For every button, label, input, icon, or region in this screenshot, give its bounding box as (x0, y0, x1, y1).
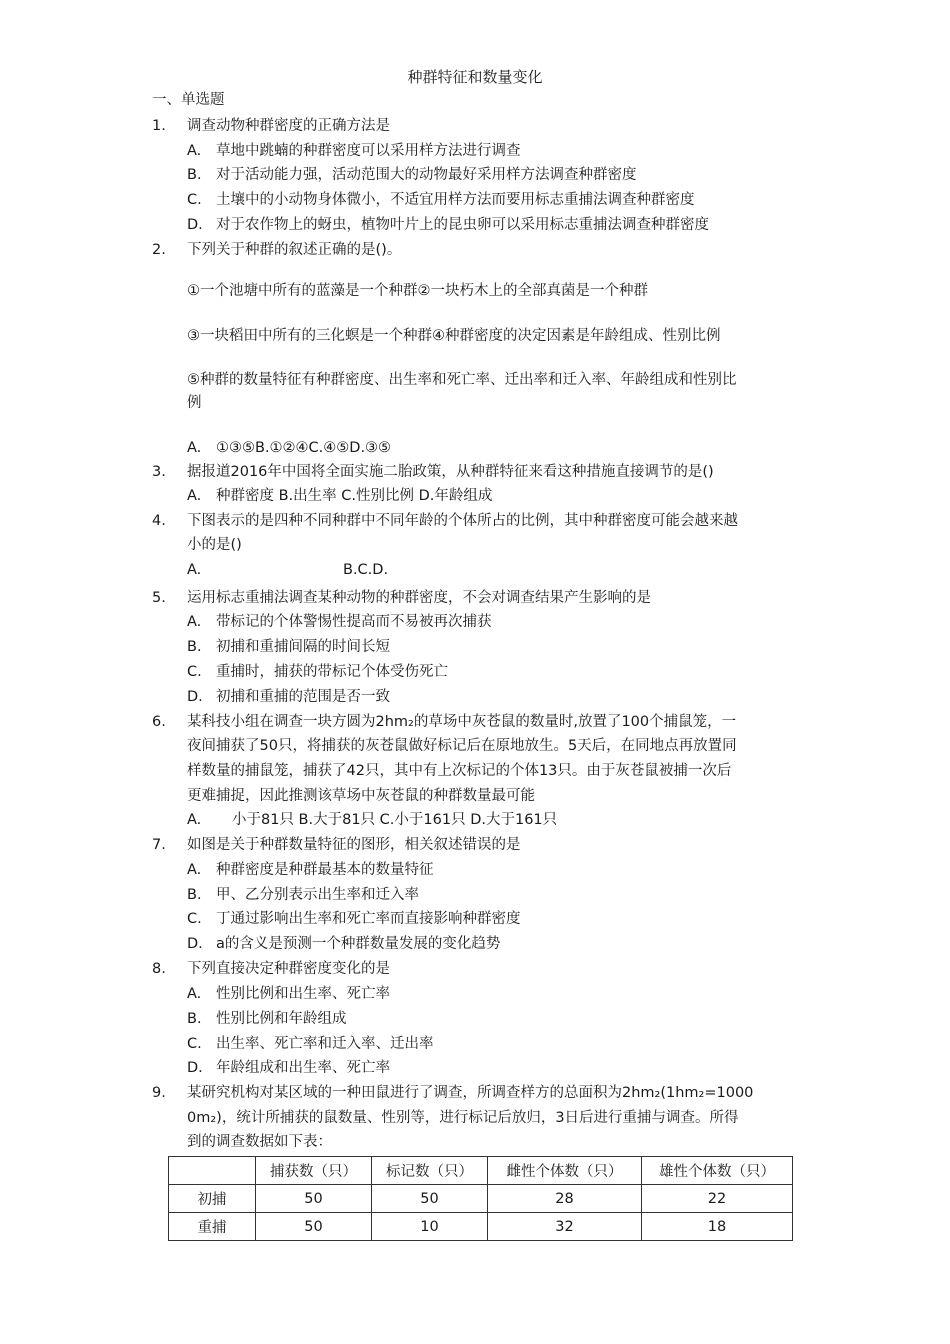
option-letter: D. (187, 936, 203, 952)
question-stem: 调查动物种群密度的正确方法是 (187, 118, 390, 134)
table-header-row (169, 1157, 793, 1185)
option-text: a的含义是预测一个种群数量发展的变化趋势 (216, 936, 501, 952)
question-stem: 某科技小组在调查一块方圆为2hm₂的草场中灰苍鼠的数量时,放置了100个捕鼠笼，一 (187, 714, 737, 730)
option-letter: C. (187, 192, 202, 208)
question-stem: 更难捕捉，因此推测该草场中灰苍鼠的种群数量最可能 (187, 788, 535, 804)
option-letter: B. (187, 167, 202, 183)
table-row (169, 1213, 793, 1241)
table-cell: 50 (256, 1213, 372, 1241)
question-number: 2. (152, 242, 166, 258)
option-letter: A. (187, 143, 202, 159)
option-text: 出生率、死亡率和迁入率、迁出率 (216, 1036, 434, 1052)
statement-line: ①一个池塘中所有的蓝藻是一个种群②一块朽木上的全部真菌是一个种群 (187, 283, 648, 299)
answer-options: 种群密度 B.出生率 C.性别比例 D.年龄组成 (216, 488, 493, 504)
option-text: 甲、乙分别表示出生率和迁入率 (216, 887, 419, 903)
question-stem: 到的调查数据如下表： (187, 1134, 332, 1150)
option-text: 带标记的个体警惕性提高而不易被再次捕获 (216, 614, 492, 630)
statement-line: 例 (187, 395, 202, 411)
option-letter: A. (187, 562, 202, 578)
question-stem: 某研究机构对某区域的一种田鼠进行了调查，所调查样方的总面积为2hm₂(1hm₂=1000 (187, 1085, 754, 1101)
option-letter: A. (187, 862, 202, 878)
answer-options: B.C.D. (343, 562, 389, 578)
question-stem: 据报道2016年中国将全面实施二胎政策，从种群特征来看这种措施直接调节的是() (187, 464, 714, 480)
question-number: 9. (152, 1085, 166, 1101)
answer-options: ①③⑤B.①②④C.④⑤D.③⑤ (216, 440, 392, 456)
section-heading: 一、单选题 (152, 92, 225, 108)
option-text: 初捕和重捕间隔的时间长短 (216, 639, 390, 655)
option-letter: C. (187, 664, 202, 680)
option-text: 重捕时，捕获的带标记个体受伤死亡 (216, 664, 448, 680)
page-title: 种群特征和数量变化 (407, 68, 543, 86)
option-text: 草地中跳蝻的种群密度可以采用样方法进行调查 (216, 143, 521, 159)
option-letter: A. (187, 812, 202, 828)
question-number: 3. (152, 464, 166, 480)
table-cell: 10 (372, 1213, 488, 1241)
option-text: 初捕和重捕的范围是否一致 (216, 689, 390, 705)
question-stem: 下列关于种群的叙述正确的是()。 (187, 242, 402, 258)
option-text: 土壤中的小动物身体微小，不适宜用样方法而要用标志重捕法调查种群密度 (216, 192, 695, 208)
table-cell: 32 (488, 1213, 642, 1241)
table-cell: 初捕 (169, 1185, 256, 1213)
table-cell: 28 (488, 1185, 642, 1213)
option-letter: D. (187, 217, 203, 233)
option-letter: A. (187, 488, 202, 504)
table-header-cell: 标记数（只） (372, 1157, 488, 1185)
option-text: 种群密度是种群最基本的数量特征 (216, 862, 434, 878)
option-text: 性别比例和出生率、死亡率 (216, 986, 390, 1002)
option-text: 性别比例和年龄组成 (216, 1011, 347, 1027)
question-stem: 样数量的捕鼠笼，捕获了42只，其中有上次标记的个体13只。由于灰苍鼠被捕一次后 (187, 763, 732, 779)
question-number: 7. (152, 837, 166, 853)
question-number: 5. (152, 590, 166, 606)
table-row (169, 1185, 793, 1213)
option-text: 丁通过影响出生率和死亡率而直接影响种群密度 (216, 911, 521, 927)
option-letter: B. (187, 1011, 202, 1027)
table-header-cell: 雄性个体数（只） (642, 1157, 793, 1185)
question-stem: 0m₂)，统计所捕获的鼠数量、性别等，进行标记后放归，3日后进行重捕与调查。所得 (187, 1110, 739, 1126)
table-cell: 50 (372, 1185, 488, 1213)
option-letter: C. (187, 911, 202, 927)
question-number: 8. (152, 961, 166, 977)
table-header-cell: 雌性个体数（只） (488, 1157, 642, 1185)
question-number: 1. (152, 118, 166, 134)
data-table (168, 1156, 793, 1241)
statement-line: ③一块稻田中所有的三化螟是一个种群④种群密度的决定因素是年龄组成、性别比例 (187, 328, 721, 344)
option-text: 对于活动能力强，活动范围大的动物最好采用样方法调查种群密度 (216, 167, 637, 183)
table-cell: 22 (642, 1185, 793, 1213)
option-letter: A. (187, 440, 202, 456)
question-stem: 如图是关于种群数量特征的图形，相关叙述错误的是 (187, 837, 521, 853)
option-letter: A. (187, 614, 202, 630)
option-letter: D. (187, 1060, 203, 1076)
option-letter: A. (187, 986, 202, 1002)
question-stem: 下列直接决定种群密度变化的是 (187, 961, 390, 977)
option-letter: B. (187, 887, 202, 903)
table-header-cell (169, 1157, 256, 1185)
question-number: 6. (152, 714, 166, 730)
option-text: 对于农作物上的蚜虫，植物叶片上的昆虫卵可以采用标志重捕法调查种群密度 (216, 217, 709, 233)
question-stem: 小的是() (187, 537, 242, 553)
table-cell: 50 (256, 1185, 372, 1213)
table-cell: 重捕 (169, 1213, 256, 1241)
table-header-cell: 捕获数（只） (256, 1157, 372, 1185)
option-letter: B. (187, 639, 202, 655)
table-cell: 18 (642, 1213, 793, 1241)
question-stem: 下图表示的是四种不同种群中不同年龄的个体所占的比例，其中种群密度可能会越来越 (187, 513, 738, 529)
question-stem: 运用标志重捕法调查某种动物的种群密度，不会对调查结果产生影响的是 (187, 590, 651, 606)
answer-options: 小于81只 B.大于81只 C.小于161只 D.大于161只 (232, 812, 558, 828)
option-text: 年龄组成和出生率、死亡率 (216, 1060, 390, 1076)
statement-line: ⑤种群的数量特征有种群密度、出生率和死亡率、迁出率和迁入率、年龄组成和性别比 (187, 372, 737, 388)
option-letter: C. (187, 1036, 202, 1052)
question-number: 4. (152, 513, 166, 529)
question-stem: 夜间捕获了50只，将捕获的灰苍鼠做好标记后在原地放生。5天后，在同地点再放置同 (187, 738, 737, 754)
option-letter: D. (187, 689, 203, 705)
